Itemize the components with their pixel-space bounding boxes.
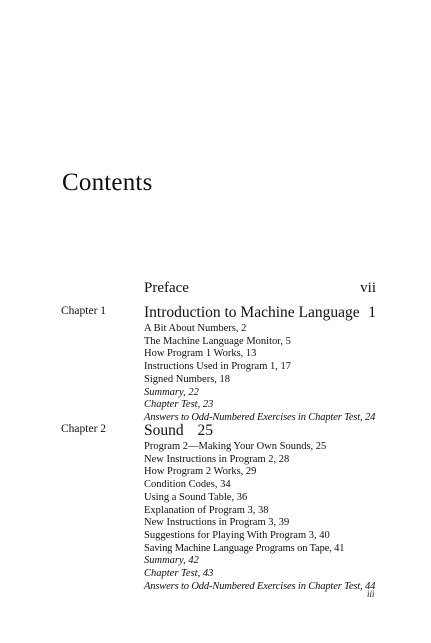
- chapter-body: [144, 421, 376, 593]
- chapter-title-text: Introduction to Machine Language: [144, 304, 360, 321]
- chapter-title: [144, 421, 376, 441]
- chapter-page-number: 25: [197, 422, 213, 439]
- toc-entry: Explanation of Program 3, 38: [144, 504, 269, 516]
- toc-entry: New Instructions in Program 3, 39: [144, 517, 290, 529]
- preface-page-number: vii: [360, 280, 376, 296]
- toc-entry: Signed Numbers, 18: [144, 373, 231, 385]
- page-folio: iii: [367, 589, 375, 599]
- toc-entry: How Program 2 Works, 29: [144, 466, 257, 478]
- toc-entry: Condition Codes, 34: [144, 479, 231, 491]
- toc-entry-chapter-test: Chapter Test, 23: [144, 399, 214, 411]
- chapter-title: [144, 303, 376, 323]
- toc-entry: Saving Machine Language Programs on Tape, 41: [144, 542, 345, 554]
- toc-entry: How Program 1 Works, 13: [144, 348, 257, 360]
- toc-entry-answers: Answers to Odd-Numbered Exercises in Chapter Test, 24: [144, 411, 376, 423]
- toc-entry: Instructions Used in Program 1, 17: [144, 361, 291, 373]
- chapter-page-number: 1: [368, 304, 376, 321]
- toc-entry: New Instructions in Program 2, 28: [144, 453, 290, 465]
- toc-entry-summary: Summary, 42: [144, 555, 199, 567]
- chapter-title-text: Sound: [144, 422, 184, 439]
- toc-entry-chapter-test: Chapter Test, 43: [144, 568, 214, 580]
- page-title: Contents: [62, 169, 153, 196]
- toc-entry-answers: Answers to Odd-Numbered Exercises in Chapter Test, 44: [144, 580, 376, 592]
- chapter-label: Chapter 1: [61, 305, 107, 317]
- chapter-body: [144, 303, 376, 425]
- toc-entry: Suggestions for Playing With Program 3, 40: [144, 529, 330, 541]
- toc-entry-summary: Summary, 22: [144, 386, 199, 398]
- toc-entry: The Machine Language Monitor, 5: [144, 335, 291, 347]
- toc-entry: A Bit About Numbers, 2: [144, 323, 247, 334]
- preface-label: Preface: [144, 280, 189, 296]
- chapter-label: Chapter 2: [61, 423, 107, 435]
- toc-entry: Using a Sound Table, 36: [144, 491, 248, 503]
- toc-entry: Program 2—Making Your Own Sounds, 25: [144, 441, 327, 452]
